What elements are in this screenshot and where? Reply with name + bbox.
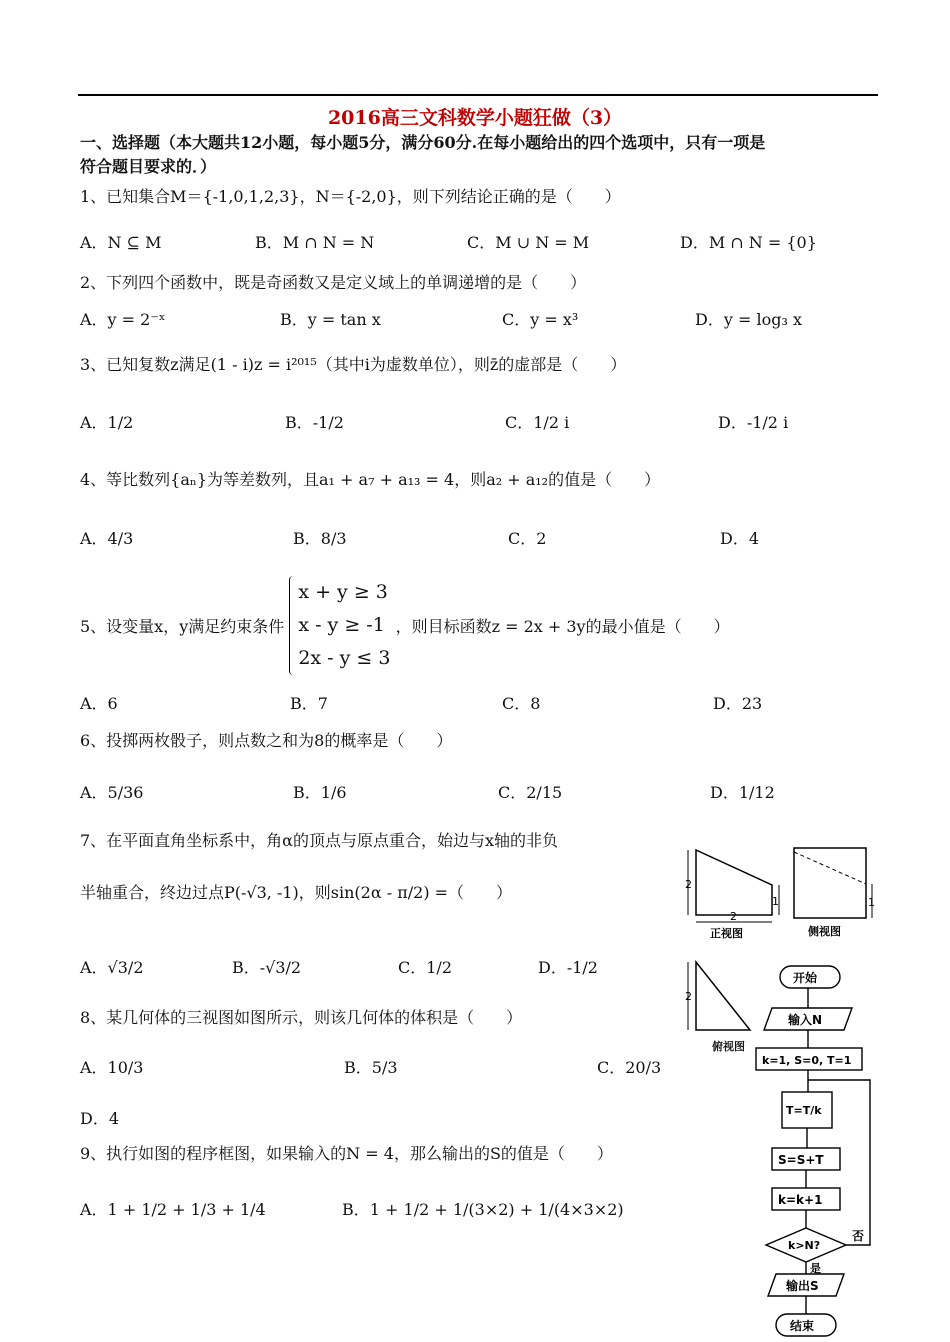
q3-option-a[interactable]: A．1/2 bbox=[80, 413, 134, 432]
q5-option-d[interactable]: D．23 bbox=[713, 694, 763, 713]
q7-option-a[interactable]: A．√3/2 bbox=[80, 958, 144, 977]
flow-t-label: T=T/k bbox=[786, 1104, 822, 1117]
front-view-label: 正视图 bbox=[710, 927, 743, 940]
front-dim-2b: 2 bbox=[730, 910, 737, 923]
q7-option-d[interactable]: D．-1/2 bbox=[538, 958, 598, 977]
q7-option-b[interactable]: B．-√3/2 bbox=[232, 958, 302, 977]
q8-option-a[interactable]: A．10/3 bbox=[80, 1058, 144, 1077]
q1-text: 1、已知集合M＝{-1,0,1,2,3}，N＝{-2,0}，则下列结论正确的是（ ） bbox=[80, 187, 621, 206]
q1-option-a[interactable]: A．N ⊆ M bbox=[80, 233, 162, 252]
q6-text: 6、投掷两枚骰子，则点数之和为8的概率是（ ） bbox=[80, 731, 453, 750]
q8-option-c[interactable]: C．20/3 bbox=[597, 1058, 662, 1077]
q3-option-d[interactable]: D．-1/2 i bbox=[718, 413, 789, 432]
q2-option-a[interactable]: A．y = 2⁻ˣ bbox=[80, 310, 166, 329]
q6-option-b[interactable]: B．1/6 bbox=[293, 783, 347, 802]
q5-option-b[interactable]: B．7 bbox=[290, 694, 328, 713]
front-view bbox=[685, 850, 779, 940]
flowchart bbox=[748, 962, 888, 1340]
q5-condition-3: 2x - y ≤ 3 bbox=[298, 647, 391, 669]
section-heading: 一、选择题（本大题共12小题，每小题5分，满分60分.在每小题给出的四个选项中，只有一项是 bbox=[80, 133, 766, 152]
side-dim-1: 1 bbox=[868, 896, 875, 909]
q5-option-a[interactable]: A．6 bbox=[80, 694, 118, 713]
q2-option-c[interactable]: C．y = x³ bbox=[502, 310, 579, 329]
q2-text: 2、下列四个函数中，既是奇函数又是定义域上的单调递增的是（ ） bbox=[80, 273, 587, 292]
q4-text: 4、等比数列{aₙ}为等差数列，且a₁ + a₇ + a₁₃ = 4，则a₂ + a₁₂的值是（ ） bbox=[80, 470, 661, 489]
q5-option-c[interactable]: C．8 bbox=[502, 694, 541, 713]
q7-option-c[interactable]: C．1/2 bbox=[398, 958, 452, 977]
flow-end-label: 结束 bbox=[790, 1319, 815, 1333]
q8-text: 8、某几何体的三视图如图所示，则该几何体的体积是（ ） bbox=[80, 1008, 523, 1027]
flow-output-label: 输出S bbox=[786, 1279, 819, 1293]
q8-option-d[interactable]: D．4 bbox=[80, 1109, 120, 1128]
q3-option-b[interactable]: B．-1/2 bbox=[285, 413, 344, 432]
header-rule bbox=[78, 94, 878, 96]
q1-option-b[interactable]: B．M ∩ N = N bbox=[255, 233, 375, 252]
flow-s-label: S=S+T bbox=[778, 1153, 824, 1167]
q2-option-b[interactable]: B．y = tan x bbox=[280, 310, 381, 329]
flow-k-label: k=k+1 bbox=[778, 1193, 823, 1207]
side-view-label: 侧视图 bbox=[808, 925, 841, 938]
flow-init-label: k=1, S=0, T=1 bbox=[762, 1054, 852, 1067]
q4-option-b[interactable]: B．8/3 bbox=[293, 529, 347, 548]
q9-option-b[interactable]: B．1 + 1/2 + 1/(3×2) + 1/(4×3×2) bbox=[342, 1200, 624, 1219]
q9-option-a[interactable]: A．1 + 1/2 + 1/3 + 1/4 bbox=[80, 1200, 266, 1219]
flow-cond-label: k>N? bbox=[788, 1239, 821, 1252]
q5-condition-2: x - y ≥ -1 bbox=[298, 614, 385, 636]
front-dim-2: 2 bbox=[685, 878, 692, 891]
front-dim-1: 1 bbox=[772, 895, 779, 908]
top-dim-2: 2 bbox=[685, 990, 692, 1003]
q4-option-c[interactable]: C．2 bbox=[508, 529, 547, 548]
q3-option-c[interactable]: C．1/2 i bbox=[505, 413, 570, 432]
flow-start-label: 开始 bbox=[793, 971, 818, 985]
top-view bbox=[685, 962, 750, 1030]
q4-option-a[interactable]: A．4/3 bbox=[80, 529, 134, 548]
side-view bbox=[794, 848, 875, 938]
q1-option-c[interactable]: C．M ∪ N = M bbox=[467, 233, 590, 252]
q6-option-d[interactable]: D．1/12 bbox=[710, 783, 775, 802]
q6-option-c[interactable]: C．2/15 bbox=[498, 783, 563, 802]
q5-text bbox=[80, 576, 730, 675]
top-view-label: 俯视图 bbox=[712, 1040, 745, 1053]
page-title: 2016高三文科数学小题狂做（3） bbox=[327, 107, 623, 129]
q5-constraints bbox=[289, 576, 390, 675]
q4-option-d[interactable]: D．4 bbox=[720, 529, 760, 548]
q5-text-b: ，则目标函数z = 2x + 3y的最小值是（ ） bbox=[395, 617, 730, 636]
q2-option-d[interactable]: D．y = log₃ x bbox=[695, 310, 802, 329]
q9-text: 9、执行如图的程序框图，如果输入的N = 4，那么输出的S的值是（ ） bbox=[80, 1144, 613, 1163]
q7-text-2: 半轴重合，终边过点P(-√3, -1)，则sin(2α - π/2) =（ ） bbox=[80, 883, 513, 902]
q6-option-a[interactable]: A．5/36 bbox=[80, 783, 144, 802]
section-heading-2: 符合题目要求的．） bbox=[80, 157, 217, 176]
q3-text: 3、已知复数z满足(1 - i)z = i²⁰¹⁵（其中i为虚数单位），则z̄的虚部是（ ） bbox=[80, 355, 627, 374]
flow-no-label: 否 bbox=[852, 1229, 865, 1243]
flow-yes-label: 是 bbox=[810, 1262, 821, 1275]
q5-text-a: 5、设变量x，y满足约束条件 bbox=[80, 617, 285, 636]
flow-input-label: 输入N bbox=[788, 1013, 823, 1027]
q5-condition-1: x + y ≥ 3 bbox=[298, 581, 388, 603]
q8-option-b[interactable]: B．5/3 bbox=[344, 1058, 398, 1077]
q1-option-d[interactable]: D．M ∩ N = {0} bbox=[680, 233, 817, 252]
q7-text-1: 7、在平面直角坐标系中，角α的顶点与原点重合，始边与x轴的非负 bbox=[80, 831, 559, 850]
